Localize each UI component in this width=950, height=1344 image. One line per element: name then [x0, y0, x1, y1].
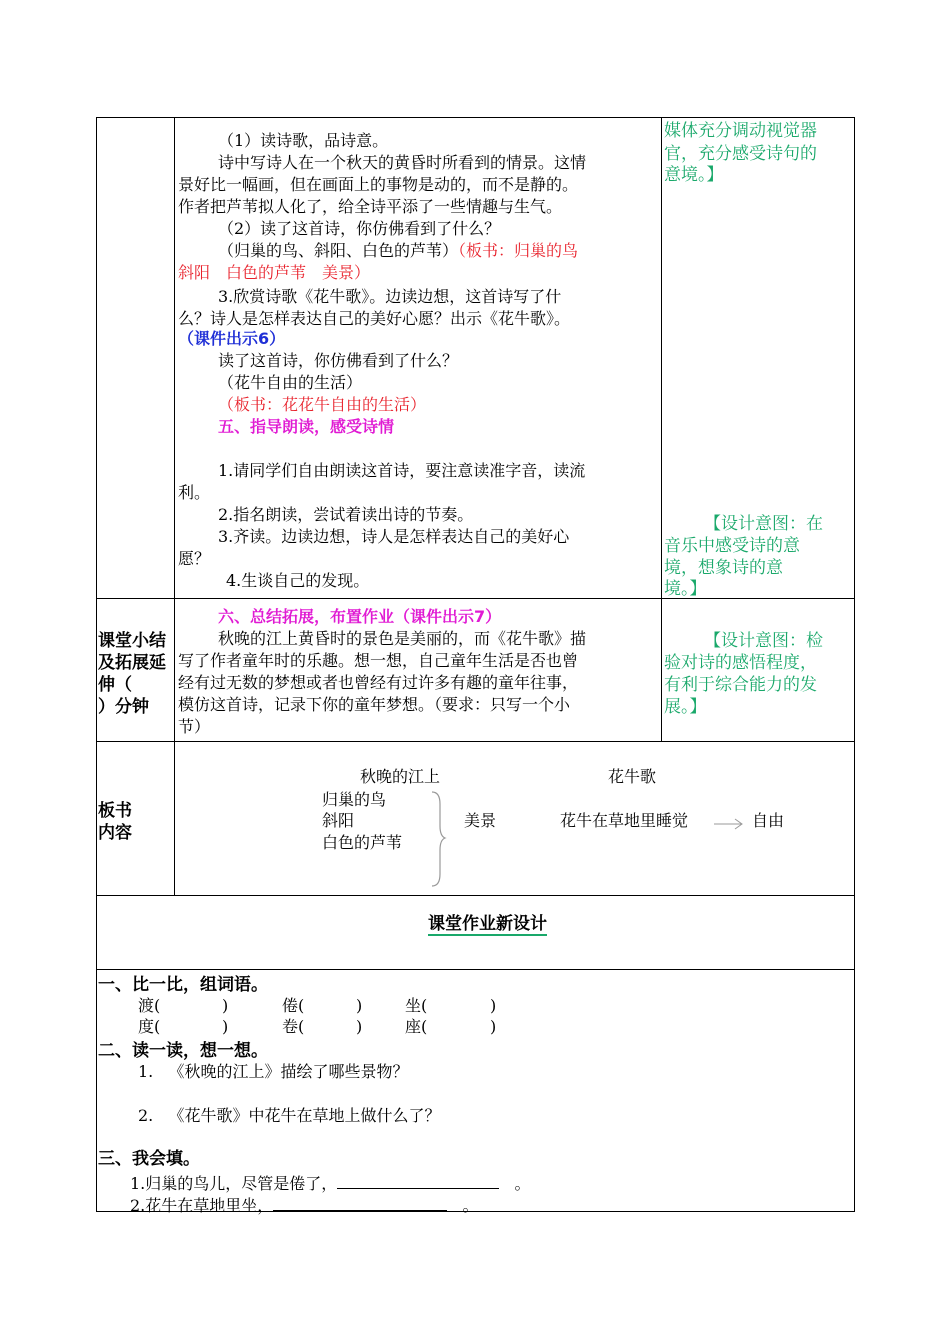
summary-line: 经有过无数的梦想或者也曾经有过许多有趣的童年往事， — [178, 673, 579, 692]
board-title-right: 花牛歌 — [608, 767, 657, 786]
summary-line: 秋晚的江上黄昏时的景色是美丽的，而《花牛歌》描 — [218, 629, 587, 648]
lesson-line: 3.欣赏诗歌《花牛歌》。边读边想，这首诗写了什 — [218, 287, 562, 306]
design-line: 【设计意图：在 — [704, 514, 823, 534]
board-result-right: 自由 — [752, 811, 785, 830]
board-result-left: 美景 — [464, 811, 497, 830]
summary-line: 模仿这首诗，记录下你的童年梦想。（要求：只写一个小 — [178, 695, 571, 714]
fill-end: 。 — [514, 1174, 531, 1193]
char-item: 渡( — [138, 996, 161, 1015]
row-label-line: 内容 — [98, 823, 132, 843]
section-title: 一、比一比，组词语。 — [98, 975, 268, 995]
design-line: 展。】 — [664, 697, 707, 717]
arrow-right-icon — [713, 816, 745, 830]
lesson-line: 利。 — [178, 483, 211, 502]
col-divider-1 — [174, 117, 175, 895]
fill-end: 。 — [462, 1196, 479, 1215]
design-line: 官，充分感受诗句的 — [664, 144, 817, 164]
design-line: 【设计意图：检 — [704, 631, 823, 651]
design-line: 验对诗的感悟程度， — [664, 653, 817, 673]
board-item: 归巢的鸟 — [322, 790, 387, 809]
design-line: 境。】 — [664, 579, 707, 599]
char-item: ) — [356, 996, 363, 1015]
fill-blank[interactable] — [337, 1170, 499, 1189]
table-border-right — [854, 117, 855, 1212]
curly-brace-icon — [428, 790, 448, 888]
char-item: 卷( — [282, 1017, 305, 1036]
question-number: 2. — [138, 1106, 154, 1125]
lesson-line: （花牛自由的生活） — [218, 373, 363, 392]
board-note: 斜阳 白色的芦苇 美景） — [178, 263, 371, 282]
table-border-left — [96, 117, 97, 1212]
row-divider-1 — [96, 598, 855, 599]
row-divider-3 — [96, 895, 855, 896]
char-item: 座( — [405, 1017, 428, 1036]
board-title-left: 秋晚的江上 — [360, 767, 441, 786]
row-label-line: 伸（ — [98, 675, 132, 695]
design-line: 境，想象诗的意 — [664, 558, 783, 578]
lesson-line: 诗中写诗人在一个秋天的黄昏时所看到的情景。这情 — [218, 153, 587, 172]
row-divider-2 — [96, 741, 855, 742]
char-item: ) — [490, 1017, 497, 1036]
char-item: ) — [356, 1017, 363, 1036]
fill-prompt: 1.归巢的鸟儿，尽管是倦了， — [130, 1174, 338, 1193]
fill-blank[interactable] — [273, 1192, 447, 1211]
char-item: ) — [222, 996, 229, 1015]
lesson-line: 4.生谈自己的发现。 — [226, 571, 370, 590]
char-item: 倦( — [282, 996, 305, 1015]
row-label-line: ）分钟 — [98, 697, 149, 717]
row-label-line: 及拓展延 — [98, 653, 166, 673]
lesson-line: 愿？ — [178, 549, 211, 568]
char-item: ) — [222, 1017, 229, 1036]
homework-title: 课堂作业新设计 — [428, 914, 547, 934]
table-border-top — [96, 117, 855, 118]
design-line: 音乐中感受诗的意 — [664, 536, 800, 556]
board-note: （板书：归巢的鸟 — [458, 241, 579, 260]
section-title: 二、读一读，想一想。 — [98, 1041, 268, 1061]
answer-text: （归巢的鸟、斜阳、白色的芦苇） — [218, 241, 459, 260]
board-sentence: 花牛在草地里睡觉 — [560, 811, 689, 830]
lesson-line: 景好比一幅画，但在画面上的事物是动的，而不是静的。 — [178, 175, 579, 194]
question — [138, 1061, 409, 1083]
lesson-line: （1）读诗歌，品诗意。 — [218, 131, 389, 150]
char-item: 坐( — [405, 996, 428, 1015]
summary-line: 写了作者童年时的乐趣。想一想，自己童年生活是否也曾 — [178, 651, 579, 670]
design-line: 媒体充分调动视觉器 — [664, 121, 817, 141]
lesson-line: 2.指名朗读，尝试着读出诗的节奏。 — [218, 505, 474, 524]
summary-line: 节） — [178, 717, 211, 736]
question — [138, 1105, 441, 1127]
courseware-note: （课件出示6） — [178, 329, 286, 348]
row-divider-4 — [96, 969, 855, 970]
board-item: 白色的芦苇 — [322, 833, 403, 852]
fill-prompt: 2.花牛在草地里坐， — [130, 1196, 274, 1215]
fill-line — [130, 1192, 479, 1217]
row-label-line: 板书 — [98, 801, 132, 821]
section-heading: 六、总结拓展，布置作业（课件出示7） — [218, 607, 502, 626]
lesson-line: 么？诗人是怎样表达自己的美好心愿？出示《花牛歌》。 — [178, 309, 571, 328]
lesson-line: 3.齐读。边读边想，诗人是怎样表达自己的美好心 — [218, 527, 570, 546]
row-label-line: 课堂小结 — [98, 631, 166, 651]
lesson-line: 读了这首诗，你仿佛看到了什么？ — [218, 351, 459, 370]
col-divider-2 — [661, 117, 662, 741]
lesson-line — [218, 240, 578, 262]
lesson-line: 1.请同学们自由朗读这首诗，要注意读准字音，读流 — [218, 461, 586, 480]
section-heading: 五、指导朗读，感受诗情 — [218, 417, 395, 436]
design-line: 有利于综合能力的发 — [664, 675, 817, 695]
char-item: ) — [490, 996, 497, 1015]
design-line: 意境。】 — [664, 165, 724, 185]
board-item: 斜阳 — [322, 811, 355, 830]
question-text: 《花牛歌》中花牛在草地上做什么了？ — [168, 1106, 441, 1125]
question-text: 《秋晚的江上》描绘了哪些景物？ — [168, 1062, 409, 1081]
section-title: 三、我会填。 — [98, 1149, 200, 1169]
board-note: （板书：花花牛自由的生活） — [218, 395, 427, 414]
lesson-line: （2）读了这首诗，你仿佛看到了什么？ — [218, 219, 501, 238]
question-number: 1. — [138, 1062, 154, 1081]
lesson-line: 作者把芦苇拟人化了，给全诗平添了一些情趣与生气。 — [178, 197, 563, 216]
char-item: 度( — [138, 1017, 161, 1036]
